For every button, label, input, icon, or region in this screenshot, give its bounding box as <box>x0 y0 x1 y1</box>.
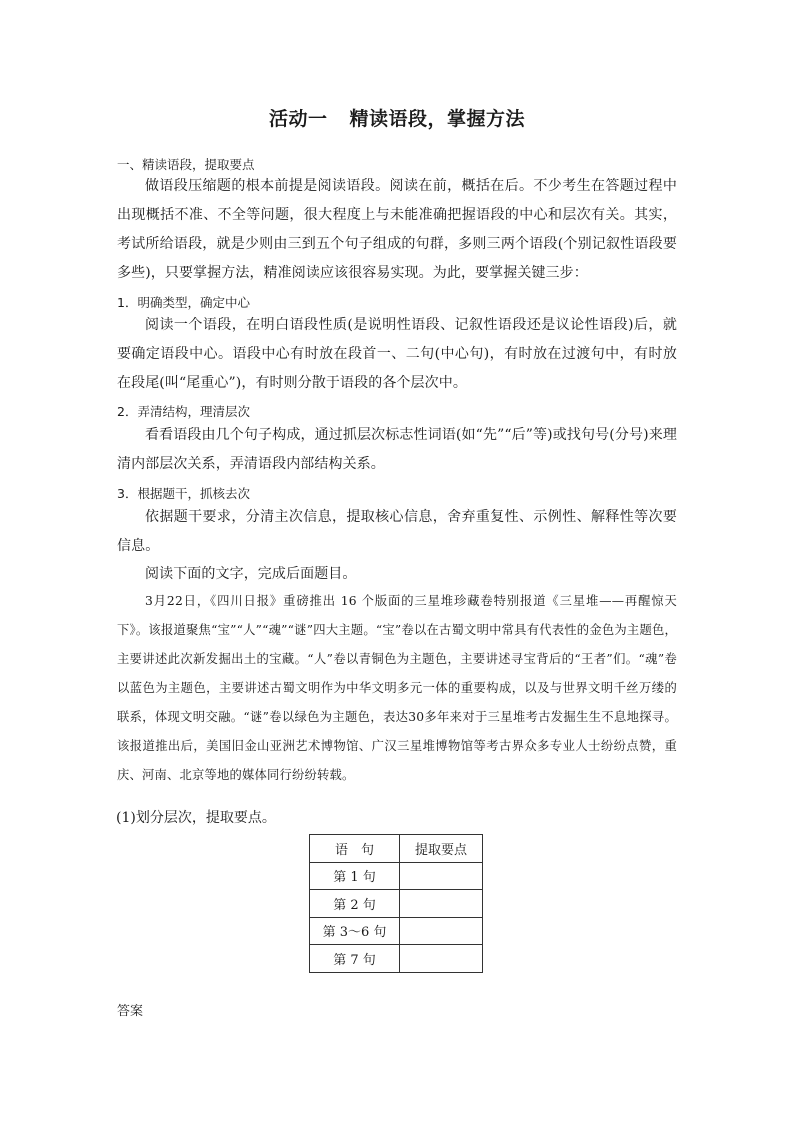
answer-label: 答案 <box>117 1004 144 1019</box>
title-part2: 精读语段，掌握方法 <box>349 108 526 130</box>
question-1: (1)划分层次，提取要点。 <box>116 810 276 826</box>
table-row <box>310 862 483 890</box>
answer-table <box>309 834 483 973</box>
table-row <box>310 945 483 973</box>
instruction: 阅读下面的文字，完成后面题目。 <box>145 566 357 582</box>
section-heading: 一、精读语段，提取要点 <box>117 157 255 172</box>
table-header-points: 提取要点 <box>400 835 483 863</box>
table-cell-sentence: 第 2 句 <box>310 890 400 918</box>
title-part1: 活动一 <box>268 108 328 130</box>
table-cell-sentence: 第 1 句 <box>310 862 400 890</box>
table-cell-answer[interactable] <box>400 945 483 973</box>
step2-paragraph: 看看语段由几个句子构成，通过抓层次标志性词语(如“先”“后”等)或找句号(分号)来理清内部层次关系，弄清语段内部结构关系。 <box>117 427 677 472</box>
table-row <box>310 917 483 945</box>
step3-paragraph: 依据题干要求，分清主次信息，提取核心信息，舍弃重复性、示例性、解释性等次要信息。 <box>117 509 677 554</box>
table-cell-answer[interactable] <box>400 862 483 890</box>
intro-paragraph: 做语段压缩题的根本前提是阅读语段。阅读在前，概括在后。不少考生在答题过程中出现概括不准、不全等问题，很大程度上与未能准确把握语段的中心和层次有关。其实，考试所给语段，就是少则由三到五个句子组成的句群，多则三两个语段(个别记叙性语段要多些)，只要掌握方法，精准阅读应该很容易实现。为此，要掌握关键三步： <box>117 178 677 281</box>
table-header-row <box>310 835 483 863</box>
table-cell-sentence: 第 3～6 句 <box>310 917 400 945</box>
reading-passage: 3月22日，《四川日报》重磅推出 16 个版面的三星堆珍藏卷特别报道《三星堆——再醒惊天下》。该报道聚焦“宝”“人”“魂”“谜”四大主题。“宝”卷以在古蜀文明中常具有代表性的金色为主题色，主要讲述此次新发掘出土的宝藏。“人”卷以青铜色为主题色，主要讲述寻宝背后的“王者”们。“魂”卷以蓝色为主题色，主要讲述古蜀文明作为中华文明多元一体的重要构成，以及与世界文明千丝万缕的联系，体现文明交融。“谜”卷以绿色为主题色，表达30多年来对于三星堆考古发掘生生不息地探寻。该报道推出后，美国旧金山亚洲艺术博物馆、广汉三星堆博物馆等考古界众多专业人士纷纷点赞，重庆、河南、北京等地的媒体同行纷纷转载。 <box>117 594 677 782</box>
table-cell-answer[interactable] <box>400 890 483 918</box>
step3-heading: 3．根据题干，抓核去次 <box>117 486 250 501</box>
step1-heading: 1．明确类型，确定中心 <box>117 295 250 310</box>
step1-paragraph: 阅读一个语段，在明白语段性质(是说明性语段、记叙性语段还是议论性语段)后，就要确定语段中心。语段中心有时放在段首一、二句(中心句)，有时放在过渡句中，有时放在段尾(叫“尾重心”)，有时则分散于语段的各个层次中。 <box>117 317 677 391</box>
table-header-sentence: 语 句 <box>310 835 400 863</box>
page-title <box>0 104 794 131</box>
step2-heading: 2．弄清结构，理清层次 <box>117 404 250 419</box>
table-cell-answer[interactable] <box>400 917 483 945</box>
table-cell-sentence: 第 7 句 <box>310 945 400 973</box>
table-row <box>310 890 483 918</box>
